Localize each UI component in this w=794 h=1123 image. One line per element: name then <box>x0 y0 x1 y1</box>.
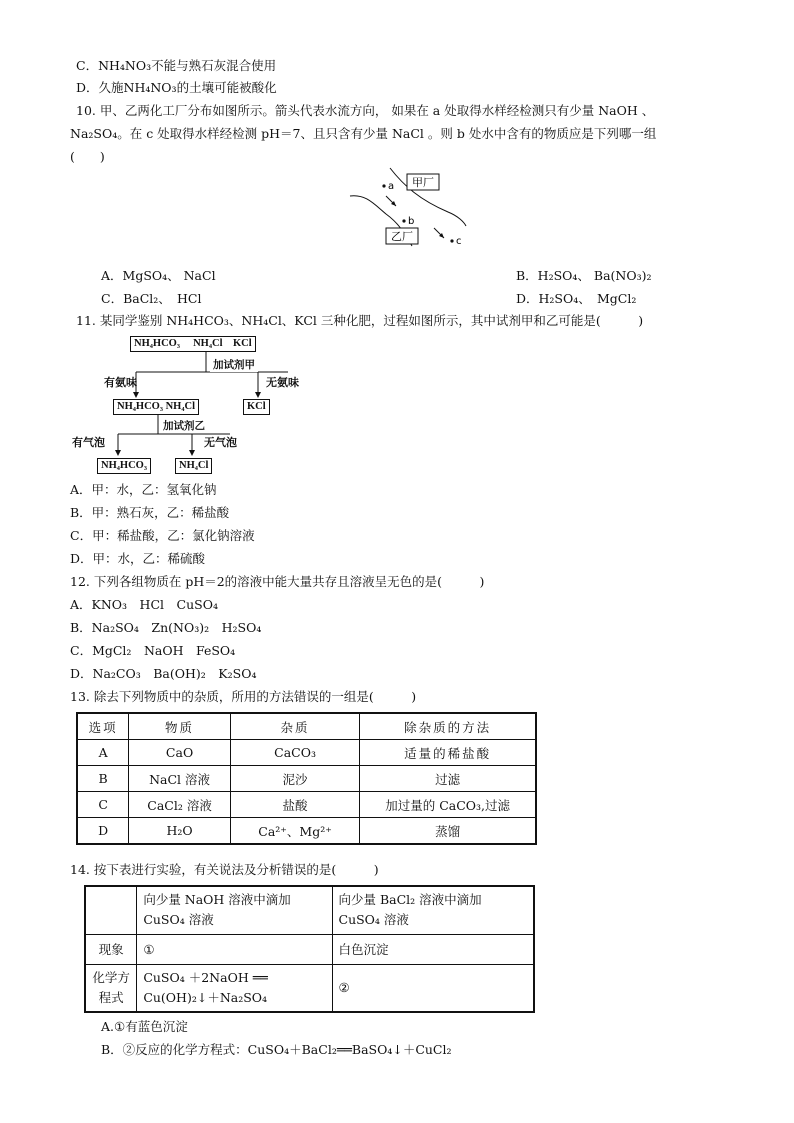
cell: 过滤 <box>360 766 536 792</box>
q14-stem: 14. 按下表进行实验，有关说法及分析错误的是( ) <box>70 862 379 877</box>
header-experiment-2: 向少量 BaCl₂ 溶液中滴加 CuSO₄ 溶液 <box>332 886 534 934</box>
row-label-equation: 化学方程式 <box>85 964 137 1012</box>
table-row <box>77 740 536 766</box>
row-label-phenomenon: 现象 <box>85 934 137 964</box>
flow-reagent-jia: 加试剂甲 <box>210 358 258 372</box>
q10-option-a: A．MgSO₄、 NaCl <box>101 268 216 283</box>
cell: 泥沙 <box>230 766 359 792</box>
table-header-row <box>77 713 536 740</box>
table-row <box>77 818 536 845</box>
header-experiment-1: 向少量 NaOH 溶液中滴加 CuSO₄ 溶液 <box>137 886 332 934</box>
q10-option-c: C．BaCl₂、 HCl <box>101 291 202 306</box>
q12-option-c: C．MgCl₂ NaOH FeSO₄ <box>70 643 236 658</box>
q10-option-b: B．H₂SO₄、 Ba(NO₃)₂ <box>516 268 652 283</box>
cell: CaO <box>129 740 231 766</box>
flow-box-ammonium-salts: NH₄HCO₃ NH₄Cl <box>113 399 199 415</box>
cell: D <box>77 818 129 845</box>
q10-stem-line2: Na₂SO₄。在 c 处取得水样经检测 pH＝7、且只含有少量 NaCl 。则 b 处水中含有的物质应是下列哪一组 <box>70 126 657 141</box>
flow-label-no-ammonia: 无氨味 <box>266 376 299 389</box>
q11-option-a: A．甲：水，乙：氢氧化钠 <box>70 482 217 497</box>
header-substance: 物质 <box>129 713 231 740</box>
flow-box-nh4hco3: NH₄HCO₃ <box>97 458 151 474</box>
factory-jia-label: 甲厂 <box>412 176 434 189</box>
cell: C <box>77 792 129 818</box>
q12-option-a: A．KNO₃ HCl CuSO₄ <box>70 597 218 612</box>
cell: B <box>77 766 129 792</box>
cell: 盐酸 <box>230 792 359 818</box>
q14-option-b: B．②反应的化学方程式：CuSO₄＋BaCl₂══BaSO₄↓＋CuCl₂ <box>101 1042 452 1057</box>
table-header-row <box>85 886 534 934</box>
empty-corner-cell <box>85 886 137 934</box>
cell: CuSO₄ ＋2NaOH ══ Cu(OH)₂↓＋Na₂SO₄ <box>137 964 332 1012</box>
q9-option-c: C．NH₄NO₃不能与熟石灰混合使用 <box>76 58 277 73</box>
flow-box-kcl: KCl <box>243 399 270 415</box>
q11-option-b: B．甲：熟石灰，乙：稀盐酸 <box>70 505 230 520</box>
cell: CaCO₃ <box>230 740 359 766</box>
point-c-label: c <box>456 236 462 247</box>
point-b-label: b <box>408 216 415 227</box>
cell: A <box>77 740 129 766</box>
header-option: 选项 <box>77 713 129 740</box>
cell: CaCl₂ 溶液 <box>129 792 231 818</box>
q10-answer-paren: ( ) <box>70 149 105 164</box>
q13-table <box>76 712 537 845</box>
q11-option-c: C．甲：稀盐酸，乙：氯化钠溶液 <box>70 528 255 543</box>
table-row <box>77 766 536 792</box>
flow-label-ammonia: 有氨味 <box>104 376 137 389</box>
q12-option-d: D．Na₂CO₃ Ba(OH)₂ K₂SO₄ <box>70 666 257 681</box>
point-a-dot <box>382 184 385 187</box>
cell: H₂O <box>129 818 231 845</box>
cell: 加过量的 CaCO₃,过滤 <box>360 792 536 818</box>
q12-option-b: B．Na₂SO₄ Zn(NO₃)₂ H₂SO₄ <box>70 620 262 635</box>
q14-option-a: A.①有蓝色沉淀 <box>101 1019 188 1034</box>
river-factory-diagram <box>348 166 468 266</box>
cell: Ca²⁺、Mg²⁺ <box>230 818 359 845</box>
flow-label-bubbles: 有气泡 <box>72 436 105 449</box>
table-row <box>77 792 536 818</box>
flow-reagent-yi: 加试剂乙 <box>160 419 208 433</box>
cell: ② <box>332 964 534 1012</box>
point-c-dot <box>450 239 453 242</box>
point-b-dot <box>402 219 405 222</box>
point-a-label: a <box>388 181 395 192</box>
q13-stem: 13. 除去下列物质中的杂质，所用的方法错误的一组是( ) <box>70 689 417 704</box>
flow-box-nh4cl: NH₄Cl <box>175 458 212 474</box>
q14-table <box>84 885 535 1013</box>
cell: 白色沉淀 <box>332 934 534 964</box>
table-row <box>85 964 534 1012</box>
flow-label-no-bubbles: 无气泡 <box>204 436 237 449</box>
cell: 适量的稀盐酸 <box>360 740 536 766</box>
cell: NaCl 溶液 <box>129 766 231 792</box>
cell: 蒸馏 <box>360 818 536 845</box>
q11-stem: 11. 某同学鉴别 NH₄HCO₃、NH₄Cl、KCl 三种化肥，过程如图所示，其中试剂甲和乙可能是( ) <box>76 313 644 328</box>
header-method: 除杂质的方法 <box>360 713 536 740</box>
q10-stem-line1: 10. 甲、乙两化工厂分布如图所示。箭头代表水流方向， 如果在 a 处取得水样经检测只有少量 NaOH 、 <box>76 103 655 118</box>
flow-box-all-fertilizers: NH₄HCO₃ NH₄Cl KCl <box>130 336 256 352</box>
table-row <box>85 934 534 964</box>
identification-flowchart <box>70 334 310 480</box>
factory-yi-label: 乙厂 <box>391 230 413 243</box>
q10-option-d: D．H₂SO₄、 MgCl₂ <box>516 291 637 306</box>
q9-option-d: D．久施NH₄NO₃的土壤可能被酸化 <box>76 80 277 95</box>
header-impurity: 杂质 <box>230 713 359 740</box>
q12-stem: 12. 下列各组物质在 pH＝2的溶液中能大量共存且溶液呈无色的是( ) <box>70 574 485 589</box>
q11-option-d: D．甲：水，乙：稀硫酸 <box>70 551 206 566</box>
cell: ① <box>137 934 332 964</box>
